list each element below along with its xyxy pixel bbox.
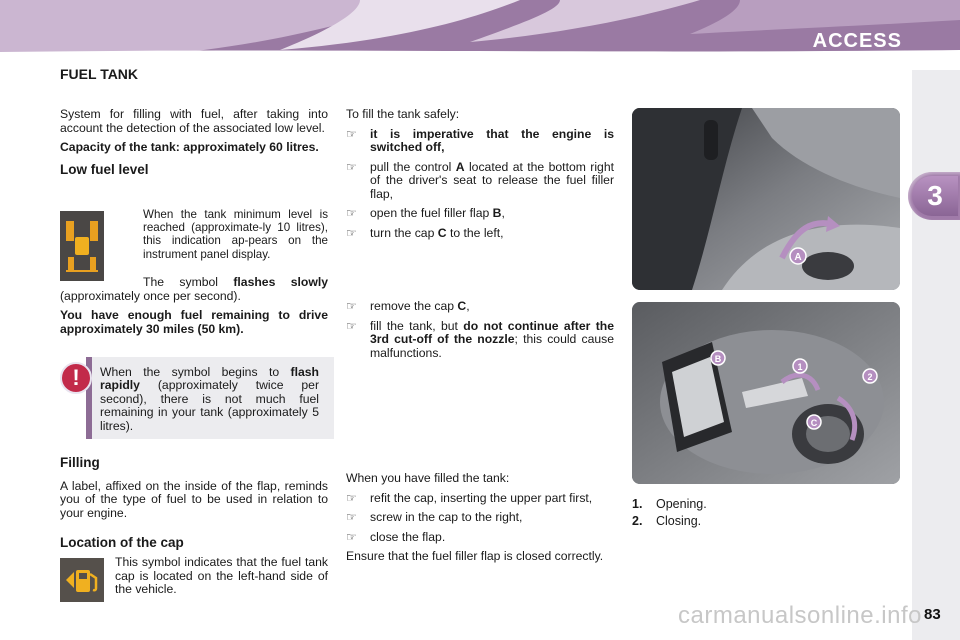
hand-pointer-icon: ☞ xyxy=(346,225,357,240)
hand-pointer-icon: ☞ xyxy=(346,206,357,220)
fuel-cap-side-icon xyxy=(60,558,104,602)
fill-step xyxy=(346,227,614,241)
step-pre: pull the control xyxy=(370,159,456,174)
middle-column-mid xyxy=(346,300,614,366)
page-number: 83 xyxy=(924,606,941,623)
warning-prefix: When the symbol begins to xyxy=(100,365,291,379)
photo-label-a: A xyxy=(794,252,802,263)
step-pre: open the fuel filler flap xyxy=(370,206,493,220)
fill-step xyxy=(346,207,614,221)
range-text: You have enough fuel remaining to drive approximately 30 miles (50 km). xyxy=(60,308,328,336)
fill-step xyxy=(346,320,614,361)
hand-pointer-icon: ☞ xyxy=(346,318,357,333)
section-title: ACCESS xyxy=(812,30,902,52)
low-fuel-text: When the tank minimum level is reached (approximate-ly 10 litres), this indication ap-pears on the instrument panel display. xyxy=(143,208,328,261)
warning-bold: flash rapidly xyxy=(100,365,319,393)
step-pre: remove the cap xyxy=(370,299,458,313)
step-post: to the left, xyxy=(446,225,504,240)
side-strip xyxy=(912,70,960,640)
low-fuel-text-block xyxy=(143,208,328,267)
watermark: carmanualsonline.info xyxy=(678,602,922,629)
legend-num: 2. xyxy=(632,514,643,528)
middle-column-bottom xyxy=(346,472,614,570)
chapter-number: 3 xyxy=(912,176,958,216)
photo-label-c: C xyxy=(810,418,818,428)
legend-item xyxy=(632,496,707,513)
middle-column-top xyxy=(346,108,614,246)
after-step xyxy=(346,492,614,506)
chapter-tab[interactable] xyxy=(908,172,960,220)
low-fuel-heading: Low fuel level xyxy=(60,161,149,177)
hand-pointer-icon: ☞ xyxy=(346,490,357,505)
legend-text: Closing. xyxy=(656,514,702,528)
after-intro: When you have filled the tank: xyxy=(346,471,510,485)
fill-step xyxy=(346,128,614,155)
hand-pointer-icon: ☞ xyxy=(346,529,357,544)
symbol-flash-text xyxy=(60,276,328,303)
hand-pointer-icon: ☞ xyxy=(346,299,357,313)
fuel-cap-photo xyxy=(632,302,900,484)
fill-steps-list-2 xyxy=(346,300,614,360)
hand-pointer-icon: ☞ xyxy=(346,510,357,524)
photo-legend xyxy=(632,496,707,530)
filling-text: A label, affixed on the inside of the flap, reminds you of the type of fuel to be used in relation to your engine. xyxy=(60,478,328,520)
filling-heading: Filling xyxy=(60,455,100,470)
step-text: screw in the cap to the right, xyxy=(370,510,523,524)
after-steps-list xyxy=(346,492,614,545)
legend-num: 1. xyxy=(632,497,643,511)
location-text: This symbol indicates that the fuel tank cap is located on the left-hand side of the vehicle. xyxy=(115,555,328,596)
location-text-block xyxy=(115,556,328,603)
step-pre: turn the cap xyxy=(370,225,438,240)
step-bold: C xyxy=(457,299,467,313)
photo-label-1: 1 xyxy=(797,362,803,372)
step-post: located at the bottom right of the driver's seat to release the fuel filler flap, xyxy=(370,159,615,201)
step-pre: fill the tank, but xyxy=(370,318,464,333)
left-column xyxy=(60,108,328,186)
after-step xyxy=(346,511,614,525)
photo-label-2: 2 xyxy=(867,372,873,382)
closing-text: Ensure that the fuel filler flap is closed correctly. xyxy=(346,549,604,563)
fill-steps-list xyxy=(346,128,614,241)
symbol-suffix: (approximately once per second). xyxy=(60,288,241,303)
step-bold: C xyxy=(437,225,447,240)
step-text: close the flap. xyxy=(370,529,446,544)
step-bold: B xyxy=(492,206,502,220)
warning-text xyxy=(100,366,319,433)
hand-pointer-icon: ☞ xyxy=(346,159,357,174)
step-bold: do not continue after the 3rd cut-off of the nozzle xyxy=(370,318,614,346)
low-fuel-warning-icon xyxy=(60,211,104,281)
fuel-release-lever-photo xyxy=(632,108,900,290)
legend-text: Opening. xyxy=(656,497,707,511)
page-title: FUEL TANK xyxy=(60,66,139,82)
step-text: refit the cap, inserting the upper part first, xyxy=(370,490,593,505)
symbol-bold: flashes slowly xyxy=(233,275,328,289)
symbol-prefix: The symbol xyxy=(143,275,234,289)
low-fuel-symbol-block xyxy=(60,276,328,342)
fill-intro: To fill the tank safely: xyxy=(346,107,460,121)
hand-pointer-icon: ☞ xyxy=(346,126,357,141)
after-step xyxy=(346,531,614,545)
step-post: ; this could cause malfunctions. xyxy=(370,332,615,360)
filling-section xyxy=(60,448,328,560)
fill-step xyxy=(346,161,614,202)
step-post: , xyxy=(501,206,505,220)
exclamation-warning-icon: ! xyxy=(60,362,92,394)
intro-text: System for filling with fuel, after taking into account the detection of the associated low level. xyxy=(60,107,328,135)
fill-step xyxy=(346,300,614,314)
location-heading: Location of the cap xyxy=(60,535,184,550)
step-post: , xyxy=(466,299,470,313)
capacity-text: Capacity of the tank: approximately 60 litres. xyxy=(60,140,319,154)
step-bold: A xyxy=(455,159,465,174)
legend-item xyxy=(632,513,707,530)
photo-label-b: B xyxy=(714,354,722,364)
warning-suffix: (approximately twice per second), there is not much fuel remaining in your tank (approximately 5 litres). xyxy=(100,378,319,433)
step-bold: it is imperative that the engine is switched off, xyxy=(370,126,614,154)
